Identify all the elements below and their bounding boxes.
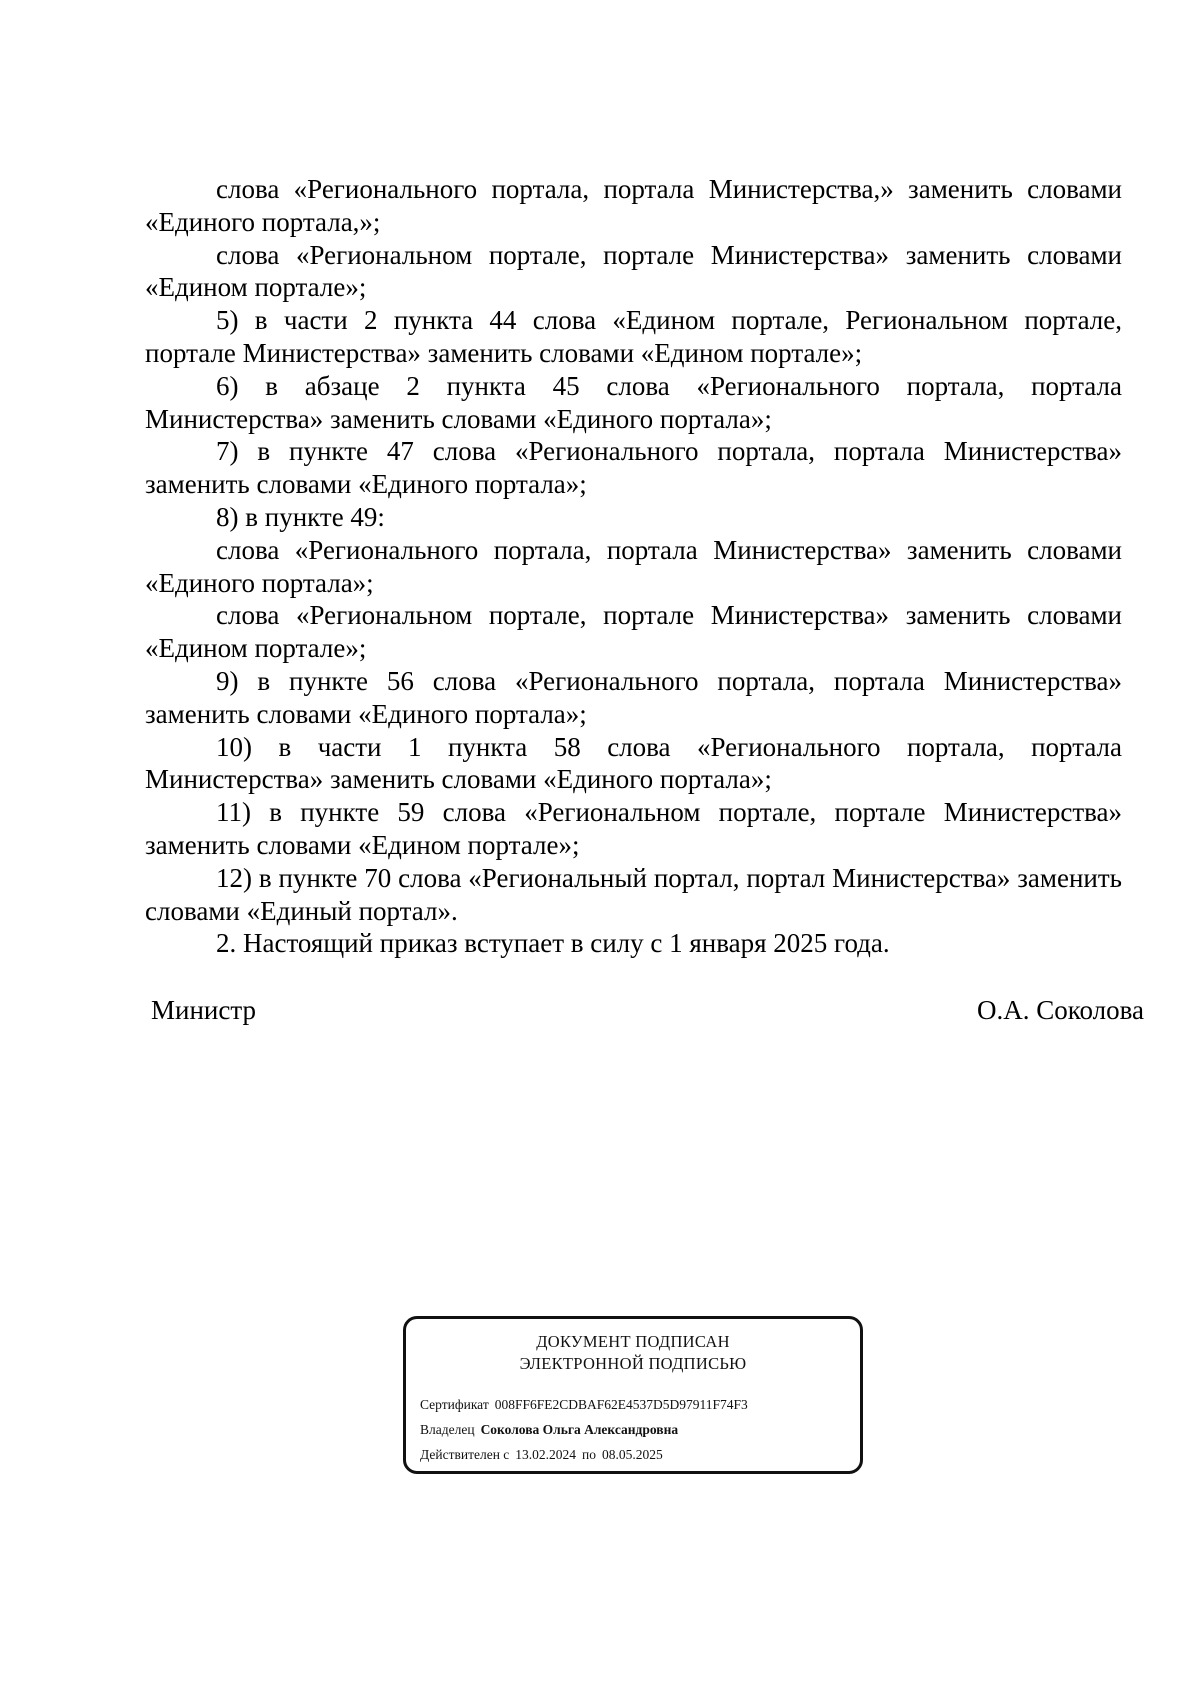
paragraph: 9) в пункте 56 слова «Регионального портала, портала Министерства» заменить словами «Единого портала»; bbox=[145, 665, 1122, 729]
stamp-owner-line bbox=[420, 1421, 678, 1439]
stamp-title-line1: ДОКУМЕНТ ПОДПИСАН bbox=[536, 1332, 730, 1351]
paragraph: 11) в пункте 59 слова «Региональном портале, портале Министерства» заменить словами «Едином портале»; bbox=[145, 797, 1122, 860]
certificate-value: 008FF6FE2CDBAF62E4537D5D97911F74F3 bbox=[494, 1397, 748, 1412]
stamp-validity-line bbox=[420, 1446, 663, 1464]
stamp-title-line2: ЭЛЕКТРОННОЙ ПОДПИСЬЮ bbox=[519, 1354, 747, 1373]
owner-value: Соколова Ольга Александровна bbox=[480, 1422, 679, 1437]
electronic-signature-stamp bbox=[403, 1316, 863, 1474]
paragraph-effective-date: 2. Настоящий приказ вступает в силу с 1 января 2025 года. bbox=[216, 928, 890, 959]
stamp-certificate-line bbox=[420, 1396, 748, 1414]
paragraph: слова «Региональном портале, портале Министерства» заменить словами «Едином портале»; bbox=[145, 600, 1122, 664]
paragraph: 7) в пункте 47 слова «Регионального портала, портала Министерства» заменить словами «Единого портала»; bbox=[145, 436, 1122, 500]
paragraph: слова «Регионального портала, портала Министерства» заменить словами «Единого портала»; bbox=[145, 534, 1122, 598]
paragraph: слова «Региональном портале, портале Министерства» заменить словами «Едином портале»; bbox=[145, 239, 1122, 303]
valid-to: 08.05.2025 bbox=[602, 1447, 663, 1462]
owner-label: Владелец bbox=[420, 1422, 475, 1437]
valid-from: 13.02.2024 bbox=[515, 1447, 577, 1462]
paragraph: 10) в части 1 пункта 58 слова «Регионального портала, портала Министерства» заменить словами «Единого портала»; bbox=[145, 731, 1122, 795]
paragraph: 5) в части 2 пункта 44 слова «Едином портале, Региональном портале, портале Министерства» заменить словами «Едином портале»; bbox=[145, 305, 1122, 368]
paragraph: 8) в пункте 49: bbox=[216, 501, 385, 532]
valid-label: Действителен с bbox=[420, 1447, 510, 1462]
signatory-name: О.А. Соколова bbox=[977, 995, 1144, 1025]
paragraph: слова «Регионального портала, портала Министерства,» заменить словами «Единого портала,»; bbox=[145, 174, 1122, 237]
valid-to-label: по bbox=[582, 1447, 597, 1462]
paragraph: 6) в абзаце 2 пункта 45 слова «Регионального портала, портала Министерства» заменить словами «Единого портала»; bbox=[145, 370, 1122, 434]
signatory-role: Министр bbox=[151, 995, 256, 1025]
paragraph: 12) в пункте 70 слова «Региональный портал, портал Министерства» заменить словами «Единый портал». bbox=[145, 862, 1122, 926]
document-body bbox=[145, 173, 1122, 960]
certificate-label: Сертификат bbox=[420, 1397, 489, 1412]
